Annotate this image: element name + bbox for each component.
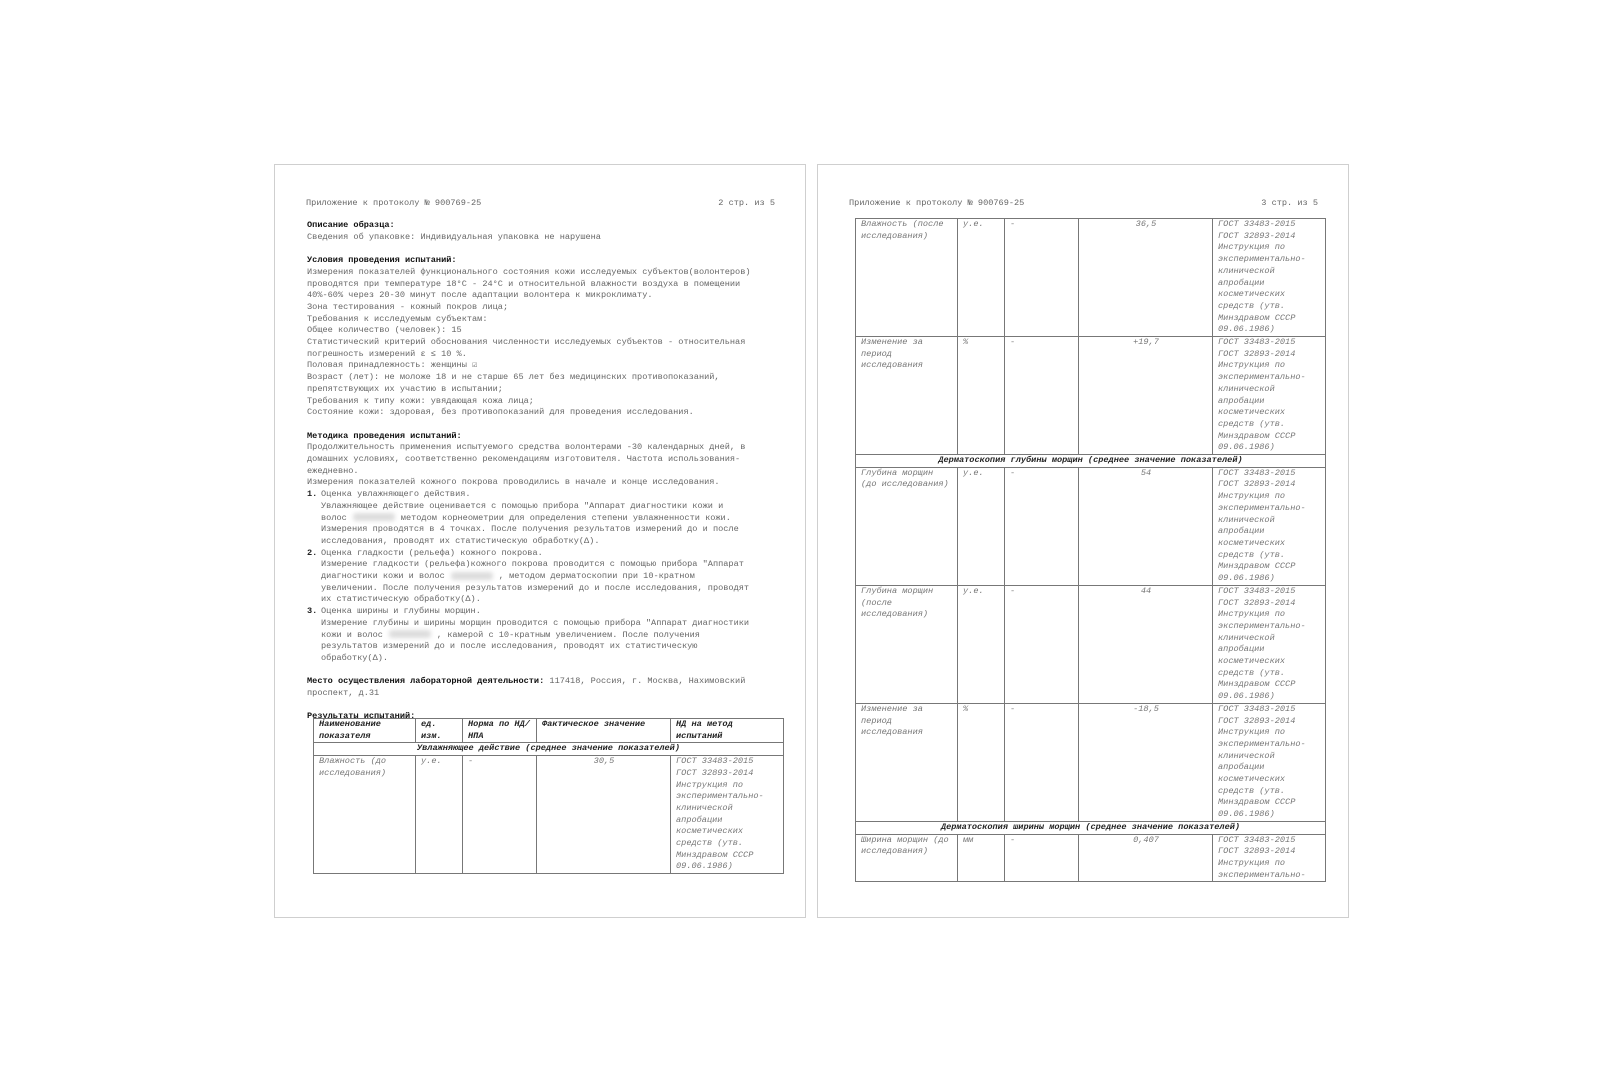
item-line-with-redaction	[321, 630, 779, 642]
results-table-continued	[855, 218, 1326, 882]
sample-heading: Описание образца:	[307, 220, 395, 230]
lab-place-label: Место осуществления лабораторной деятельности:	[307, 676, 545, 687]
cell-name: Глубина морщин (после исследования)	[856, 585, 958, 703]
method-ref-line: косметических	[1218, 289, 1286, 300]
method-ref-line: экспериментально-	[1218, 372, 1306, 383]
page-header-protocol: Приложение к протоколу № 900769-25	[306, 198, 482, 208]
method-line: Продолжительность применения испытуемого средства волонтерами -30 календарных дней, в	[307, 442, 746, 453]
table-row	[856, 337, 1326, 455]
cell-method	[1213, 703, 1326, 821]
method-ref-line: клинической	[1218, 632, 1275, 643]
item-line: обработку(Δ).	[321, 652, 389, 663]
document-page-3	[817, 164, 1349, 918]
method-ref-line: 09.06.1986)	[1218, 442, 1275, 453]
item-title: Оценка ширины и глубины морщин.	[321, 606, 481, 617]
conditions-line: Требования к типу кожи: увядающая кожа лица;	[307, 395, 534, 406]
cell-value: 44	[1079, 585, 1213, 703]
method-ref-line: ГОСТ 32893-2014	[1218, 230, 1296, 241]
cell-unit: %	[958, 337, 1005, 455]
col-header-unit: ед. изм.	[416, 719, 463, 743]
method-ref-line: косметических	[1218, 656, 1286, 667]
conditions-line: проводятся при температуре 18°С - 24°С и относительной влажности воздуха в помещении	[307, 278, 741, 289]
method-ref-line: клинической	[1218, 514, 1275, 525]
lab-place-value: 117418, Россия, г. Москва, Нахимовский	[549, 676, 746, 687]
method-ref-line: Инструкция по	[1218, 857, 1286, 868]
method-ref-line: Минздравом СССР	[676, 849, 754, 860]
cell-norm: -	[1005, 703, 1079, 821]
item-line-with-redaction	[321, 513, 779, 525]
item-line-part: волос	[321, 512, 347, 523]
item-line: Измерение глубины и ширины морщин проводится с помощью прибора "Аппарат диагностики	[321, 617, 750, 628]
method-ref-line: Инструкция по	[1218, 491, 1286, 502]
method-ref-line: косметических	[1218, 407, 1286, 418]
item-line-with-redaction	[321, 571, 779, 583]
cell-norm: -	[1005, 834, 1079, 882]
cell-value: 0,407	[1079, 834, 1213, 882]
cell-name: Изменение за период исследования	[856, 337, 958, 455]
cell-name: Ширина морщин (до исследования)	[856, 834, 958, 882]
conditions-line: 40%-60% через 20-30 минут после адаптации волонтера к микроклимату.	[307, 290, 653, 301]
method-ref-line: ГОСТ 32893-2014	[1218, 597, 1296, 608]
table-row	[856, 219, 1326, 337]
method-ref-line: Инструкция по	[1218, 242, 1286, 253]
item-line-part: методом корнеометрии для определения степени увлажненности кожи.	[400, 512, 731, 523]
cell-unit: у.е.	[958, 585, 1005, 703]
document-page-2	[274, 164, 806, 918]
conditions-line: Зона тестирования - кожный покров лица;	[307, 301, 509, 312]
method-text	[307, 442, 779, 489]
table-row	[856, 834, 1326, 882]
page-number: 2 стр. из 5	[718, 198, 775, 208]
cell-method	[1213, 585, 1326, 703]
method-ref-line: клинической	[1218, 750, 1275, 761]
item-line-part: диагностики кожи и волос	[321, 571, 445, 582]
item-number: 1.	[307, 489, 318, 500]
method-ref-line: косметических	[1218, 774, 1286, 785]
method-ref-line: ГОСТ 33483-2015	[1218, 834, 1296, 845]
cell-unit: у.е.	[416, 756, 463, 874]
method-ref-line: апробации	[1218, 277, 1265, 288]
cell-method	[1213, 467, 1326, 585]
conditions-line: Измерения показателей функционального состояния кожи исследуемых субъектов(волонтеров)	[307, 266, 751, 277]
method-ref-line: ГОСТ 33483-2015	[676, 756, 754, 767]
method-ref-line: ГОСТ 32893-2014	[1218, 715, 1296, 726]
cell-unit: %	[958, 703, 1005, 821]
method-ref-line: экспериментально-	[1218, 620, 1306, 631]
cell-name: Изменение за период исследования	[856, 703, 958, 821]
item-line-part: , методом дерматоскопии при 10-кратном	[498, 571, 695, 582]
method-item	[307, 489, 779, 501]
method-ref-line: ГОСТ 32893-2014	[676, 767, 754, 778]
item-body	[307, 501, 779, 548]
method-ref-line: Минздравом СССР	[1218, 430, 1296, 441]
item-number: 2.	[307, 547, 318, 558]
section-title: Увлажняющее действие (среднее значение показателей)	[314, 743, 784, 756]
col-header-norm: Норма по НД/НПА	[463, 719, 537, 743]
method-ref-line: 09.06.1986)	[1218, 691, 1275, 702]
method-ref-line: ГОСТ 32893-2014	[1218, 479, 1296, 490]
item-line: Увлажняющее действие оценивается с помощью прибора "Аппарат диагностики кожи и	[321, 500, 724, 511]
method-ref-line: средств (утв.	[676, 838, 744, 849]
conditions-line: Возраст (лет): не моложе 18 и не старше 65 лет без медицинских противопоказаний,	[307, 372, 720, 383]
redacted-text	[451, 572, 493, 580]
method-ref-line: ГОСТ 33483-2015	[1218, 703, 1296, 714]
cell-unit: мм	[958, 834, 1005, 882]
item-line: Измерение гладкости (рельефа)кожного покрова проводится с помощью прибора "Аппарат	[321, 559, 744, 570]
item-number: 3.	[307, 606, 318, 617]
method-ref-line: средств (утв.	[1218, 785, 1286, 796]
method-ref-line: апробации	[676, 814, 723, 825]
method-ref-line: ГОСТ 32893-2014	[1218, 846, 1296, 857]
method-ref-line: средств (утв.	[1218, 549, 1286, 560]
method-ref-line: Минздравом СССР	[1218, 679, 1296, 690]
col-header-value: Фактическое значение	[537, 719, 671, 743]
table-section-row	[856, 821, 1326, 834]
conditions-heading: Условия проведения испытаний:	[307, 255, 457, 266]
method-ref-line: Минздравом СССР	[1218, 797, 1296, 808]
method-ref-line: Инструкция по	[676, 779, 744, 790]
method-ref-line: косметических	[676, 826, 744, 837]
method-ref-line: экспериментально-	[1218, 869, 1306, 880]
page-body	[307, 220, 779, 723]
cell-norm: -	[1005, 219, 1079, 337]
item-title: Оценка гладкости (рельефа) кожного покрова.	[321, 547, 543, 558]
redacted-text	[389, 630, 431, 638]
item-line: результатов измерений до и после исследования, проводят их статистическую	[321, 641, 698, 652]
method-ref-line: средств (утв.	[1218, 418, 1286, 429]
results-heading: Результаты испытаний:	[307, 711, 416, 722]
conditions-line: Общее количество (человек): 15	[307, 325, 462, 336]
method-ref-line: Минздравом СССР	[1218, 312, 1296, 323]
conditions-text	[307, 267, 779, 419]
cell-unit: у.е.	[958, 467, 1005, 585]
page-header-protocol: Приложение к протоколу № 900769-25	[849, 198, 1025, 208]
table-section-row	[314, 743, 784, 756]
cell-value: 54	[1079, 467, 1213, 585]
conditions-line: погрешность измерений ε ≤ 10 %.	[307, 348, 467, 359]
cell-unit: у.е.	[958, 219, 1005, 337]
table-row	[856, 467, 1326, 585]
cell-name: Глубина морщин (до исследования)	[856, 467, 958, 585]
method-heading: Методика проведения испытаний:	[307, 430, 462, 441]
method-ref-line: экспериментально-	[1218, 254, 1306, 265]
results-table	[313, 718, 784, 874]
table-row	[314, 756, 784, 874]
method-ref-line: косметических	[1218, 537, 1286, 548]
section-title: Дерматоскопия ширины морщин (среднее значение показателей)	[856, 821, 1326, 834]
method-line: Измерения показателей кожного покрова проводились в начале и конце исследования.	[307, 477, 720, 488]
conditions-line: Статистический критерий обоснования численности исследуемых субъектов - относительная	[307, 337, 746, 348]
conditions-line: препятствующих их участию в испытании;	[307, 383, 503, 394]
method-item	[307, 548, 779, 560]
cell-value: -18,5	[1079, 703, 1213, 821]
method-ref-line: Инструкция по	[1218, 727, 1286, 738]
cell-method	[1213, 219, 1326, 337]
conditions-line: Требования к исследуемым субъектам:	[307, 313, 488, 324]
section-title: Дерматоскопия глубины морщин (среднее значение показателей)	[856, 455, 1326, 468]
method-ref-line: экспериментально-	[676, 791, 764, 802]
page-number: 3 стр. из 5	[1261, 198, 1318, 208]
method-ref-line: ГОСТ 33483-2015	[1218, 337, 1296, 348]
method-ref-line: 09.06.1986)	[676, 861, 733, 872]
lab-place-value-2: проспект, д.31	[307, 688, 380, 699]
cell-value: +19,7	[1079, 337, 1213, 455]
method-ref-line: ГОСТ 33483-2015	[1218, 585, 1296, 596]
cell-norm: -	[1005, 337, 1079, 455]
cell-value: 30,5	[537, 756, 671, 874]
method-ref-line: Инструкция по	[1218, 609, 1286, 620]
redacted-text	[353, 513, 395, 521]
item-line: их статистическую обработку(Δ).	[321, 594, 481, 605]
table-row	[856, 703, 1326, 821]
method-line: ежедневно.	[307, 465, 359, 476]
method-items	[307, 489, 779, 665]
method-ref-line: средств (утв.	[1218, 300, 1286, 311]
method-ref-line: экспериментально-	[1218, 738, 1306, 749]
cell-norm: -	[463, 756, 537, 874]
method-ref-line: клинической	[1218, 383, 1275, 394]
table-section-row	[856, 455, 1326, 468]
table-row	[856, 585, 1326, 703]
method-ref-line: клинической	[676, 802, 733, 813]
method-ref-line: 09.06.1986)	[1218, 809, 1275, 820]
cell-name: Влажность (после исследования)	[856, 219, 958, 337]
cell-method	[1213, 834, 1326, 882]
item-line-part: , камерой с 10-кратным увеличением. После получения	[436, 629, 700, 640]
item-line: Измерения проводятся в 4 точках. После получения результатов измерений до и после	[321, 524, 739, 535]
item-line: исследования, проводят их статистическую обработку(Δ).	[321, 535, 600, 546]
cell-norm: -	[1005, 585, 1079, 703]
cell-method	[671, 756, 784, 874]
method-ref-line: апробации	[1218, 644, 1265, 655]
col-header-method: НД на метод испытаний	[671, 719, 784, 743]
method-ref-line: ГОСТ 32893-2014	[1218, 348, 1296, 359]
method-ref-line: Инструкция по	[1218, 360, 1286, 371]
lab-place	[307, 676, 779, 688]
cell-name: Влажность (до исследования)	[314, 756, 416, 874]
sample-text: Сведения об упаковке: Индивидуальная упаковка не нарушена	[307, 231, 601, 242]
item-title: Оценка увлажняющего действия.	[321, 489, 471, 500]
method-ref-line: клинической	[1218, 265, 1275, 276]
method-line: домашних условиях, соответственно рекомендациям изготовителя. Частота использования-	[307, 454, 741, 465]
conditions-line: Состояние кожи: здоровая, без противопоказаний для проведения исследования.	[307, 407, 694, 418]
col-header-name: Наименование показателя	[314, 719, 416, 743]
method-ref-line: 09.06.1986)	[1218, 573, 1275, 584]
method-ref-line: апробации	[1218, 526, 1265, 537]
method-ref-line: ГОСТ 33483-2015	[1218, 467, 1296, 478]
cell-method	[1213, 337, 1326, 455]
cell-norm: -	[1005, 467, 1079, 585]
item-body	[307, 559, 779, 606]
item-body	[307, 618, 779, 665]
method-ref-line: апробации	[1218, 762, 1265, 773]
conditions-line: Половая принадлежность: женщины ☑	[307, 360, 478, 371]
method-ref-line: ГОСТ 33483-2015	[1218, 219, 1296, 229]
method-ref-line: экспериментально-	[1218, 502, 1306, 513]
method-ref-line: Минздравом СССР	[1218, 561, 1296, 572]
cell-value: 36,5	[1079, 219, 1213, 337]
method-ref-line: 09.06.1986)	[1218, 324, 1275, 335]
table-header-row	[314, 719, 784, 743]
method-item	[307, 606, 779, 618]
method-ref-line: средств (утв.	[1218, 667, 1286, 678]
item-line: увеличении. После получения результатов измерений до и после исследования, проводят	[321, 582, 750, 593]
item-line-part: кожи и волос	[321, 629, 383, 640]
method-ref-line: апробации	[1218, 395, 1265, 406]
